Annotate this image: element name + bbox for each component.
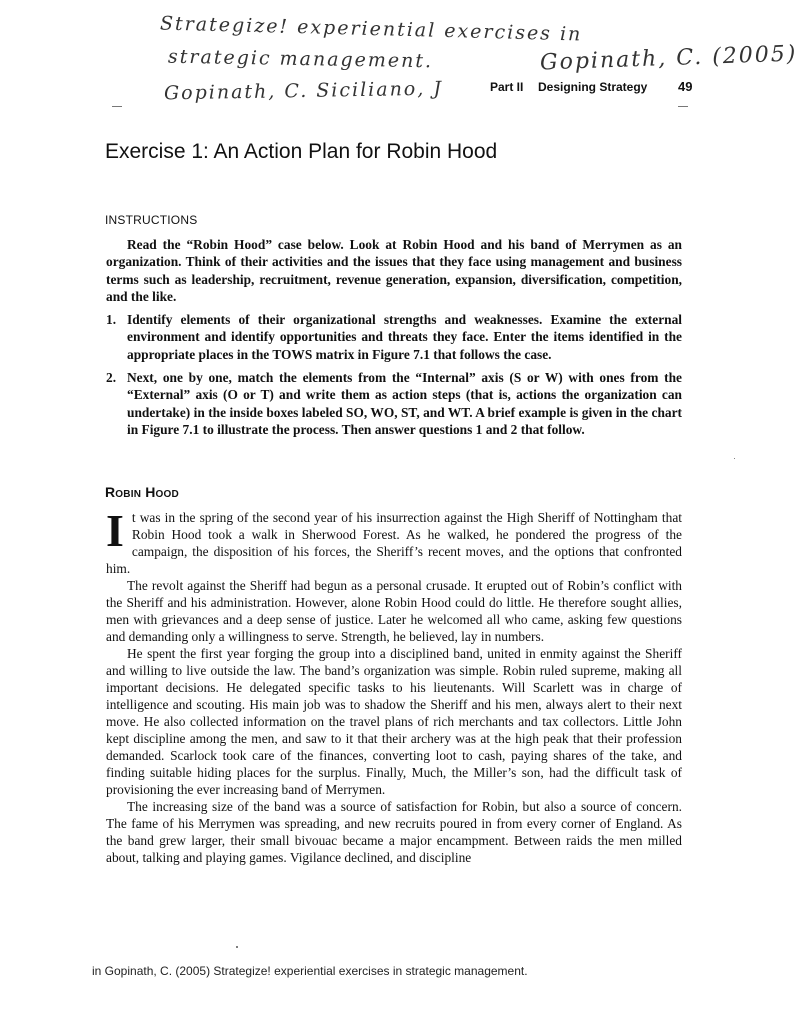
handwriting-line-1: Strategize! experiential exercises in [159,12,583,46]
case-paragraph-text: t was in the spring of the second year of his insurrection against the High Sheriff of Nottingham that Robin Hood took a walk in Sherwood Forest. As he walked, he pondered the progress of the campaign, the disposition of his forces, the Sheriff’s recent moves, and the options that confronted him. [106,510,682,576]
handwriting-line-2: strategic management. [167,45,434,73]
step-number: 1. [106,312,117,328]
instructions-intro: Read the “Robin Hood” case below. Look at Robin Hood and his band of Merrymen as an organization. Think of their activities and the issues that they face using management and business terms such as leadership, recruitment, revenue generation, expansion, diversification, competition, and the like. [106,237,682,304]
case-paragraph: The revolt against the Sheriff had begun as a personal crusade. It erupted out of Robin’s conflict with the Sheriff and his administration. However, alone Robin Hood could do little. He therefore sought allies, men with grievances and a deep sense of justice. Later he welcomed all who came, asking few questions and demanding only a willingness to serve. Strength, he believed, lay in numbers. [106,578,682,644]
case-body [106,505,682,866]
running-header [490,80,702,100]
footer-citation: in Gopinath, C. (2005) Strategize! experiential exercises in strategic management. [92,964,528,978]
case-heading: Robin Hood [105,484,179,500]
case-paragraph: He spent the first year forging the group into a disciplined band, united in enmity against the Sheriff and willing to live outside the law. The band’s organization was simple. Robin ruled supreme, making all important decisions. He delegated specific tasks to his lieutenants. Will Scarlett was in charge of intelligence and scouting. His main job was to shadow the Sheriff and his men, always alert to their next move. He also collected information on the travel plans of rich merchants and tax collectors. Little John kept discipline among the men, and saw to it that their archery was at the high peak that their profession demanded. Scarlock took care of the finances, converting loot to cash, paying shares of the take, and finding suitable hiding places for the surplus. Finally, Much, the Miller’s son, had the difficult task of provisioning the ever increasing band of Merrymen. [106,646,682,797]
instructions-heading: INSTRUCTIONS [105,213,198,227]
scan-speck [734,458,735,459]
header-section: Designing Strategy [538,80,648,94]
header-part: Part II [490,80,524,94]
page-number: 49 [678,79,693,94]
instruction-step [106,311,682,363]
instructions-body [106,236,682,444]
page-title: Exercise 1: An Action Plan for Robin Hood [105,140,498,163]
case-paragraph [106,505,682,577]
header-rule-right [678,106,688,107]
step-number: 2. [106,370,117,386]
case-paragraph: The increasing size of the band was a source of satisfaction for Robin, but also a source of concern. The fame of his Merrymen was spreading, and new recruits poured in from every corner of England. As the band grew larger, their small bivouac became a major encampment. Between raids the men milled about, talking and playing games. Vigilance declined, and discipline [106,799,682,865]
scan-speck [236,946,238,948]
instructions-steps [106,311,682,438]
header-rule-left [112,106,122,107]
drop-cap: I [106,505,124,556]
instruction-step [106,369,682,438]
handwriting-line-3: Gopinath, C. Siciliano, J [163,77,444,105]
step-text: Identify elements of their organizational strengths and weaknesses. Examine the external environment and identify opportunities and threats they face. Enter the items identified in the appropriate places in the TOWS matrix in Figure 7.1 that follows the case. [127,312,682,362]
step-text: Next, one by one, match the elements from the “Internal” axis (S or W) with ones from the “External” axis (O or T) and write them as action steps (that is, actions the organization can undertake) in the inside boxes labeled SO, WO, ST, and WT. A brief example is given in the chart in Figure 7.1 to illustrate the process. Then answer questions 1 and 2 that follow. [127,370,682,437]
handwriting-citation: Gopinath, C. (2005) [539,41,798,76]
